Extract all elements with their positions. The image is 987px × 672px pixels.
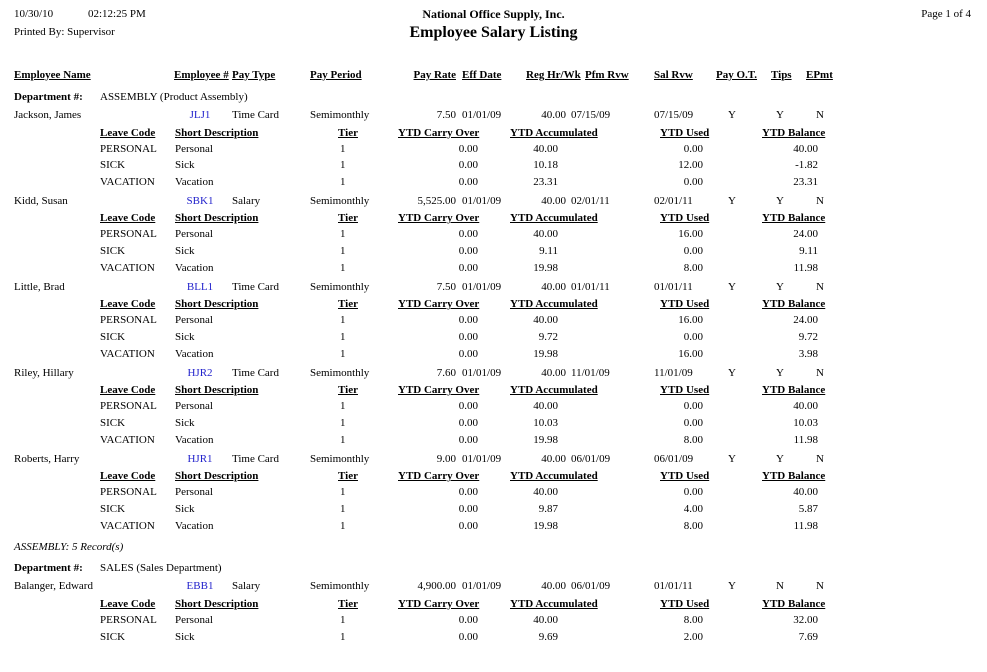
- ytd-carry-over: 0.00: [458, 613, 478, 626]
- leave-description: Vacation: [175, 176, 214, 189]
- leave-row: [0, 175, 987, 192]
- leave-code: PERSONAL: [100, 142, 157, 155]
- pfm-rvw: 07/15/09: [571, 109, 611, 121]
- sal-rvw: 01/01/11: [654, 280, 693, 293]
- reg-hr-wk: 40.00: [541, 580, 566, 593]
- ytd-balance: 40.00: [793, 142, 818, 155]
- leave-code: VACATION: [100, 347, 155, 360]
- employee-number-link[interactable]: EBB1: [186, 580, 214, 593]
- ytd-carry-over: 0.00: [458, 433, 478, 446]
- ytd-accumulated: 19.98: [533, 519, 558, 532]
- pfm-rvw: 02/01/11: [571, 194, 610, 207]
- ytd-balance-header: YTD Balance: [762, 126, 826, 139]
- printed-by: Printed By: Supervisor: [14, 26, 115, 38]
- ytd-accumulated: 40.00: [533, 228, 558, 241]
- ytd-used: 4.00: [683, 502, 703, 515]
- ytd-balance: 40.00: [793, 400, 818, 413]
- ytd-used-header: YTD Used: [660, 126, 710, 139]
- ytd-accumulated: 9.11: [539, 245, 558, 258]
- leave-code: SICK: [100, 630, 126, 643]
- ytd-used: 12.00: [678, 159, 703, 172]
- ytd-accumulated: 40.00: [533, 486, 558, 499]
- leave-header-row: [0, 468, 987, 485]
- col-header-pay-type: Pay Type: [232, 69, 276, 81]
- ytd-accumulated: 19.98: [533, 261, 558, 274]
- ytd-balance-header: YTD Balance: [762, 470, 826, 483]
- ytd-used: 16.00: [678, 314, 703, 327]
- ytd-carry-over: 0.00: [458, 400, 478, 413]
- department-row: [0, 557, 987, 577]
- ytd-accumulated: 10.18: [533, 159, 558, 172]
- department-row: [0, 86, 987, 106]
- ytd-accumulated: 40.00: [533, 613, 558, 626]
- pay-rate: 4,900.00: [417, 580, 456, 593]
- employee-row: [0, 364, 987, 383]
- pay-type: Time Card: [232, 280, 279, 293]
- leave-description: Sick: [175, 502, 195, 515]
- sal-rvw: 11/01/09: [654, 366, 693, 379]
- leave-description: Personal: [175, 142, 213, 155]
- pay-type: Salary: [232, 194, 261, 207]
- eff-date: 01/01/09: [462, 580, 502, 593]
- leave-tier: 1: [340, 245, 346, 258]
- leave-tier: 1: [340, 502, 346, 515]
- employee-number-link[interactable]: HJR2: [187, 366, 213, 379]
- leave-tier: 1: [340, 159, 346, 172]
- leave-row: [0, 630, 987, 647]
- leave-tier: 1: [340, 400, 346, 413]
- sal-rvw: 01/01/11: [654, 580, 693, 593]
- ytd-accumulated-header: YTD Accumulated: [510, 126, 598, 139]
- leave-row: [0, 485, 987, 502]
- epmt-flag: N: [816, 580, 824, 593]
- pay-ot-flag: Y: [728, 280, 736, 293]
- ytd-used: 0.00: [683, 486, 703, 499]
- leave-tier-header: Tier: [338, 597, 358, 610]
- employee-name: Roberts, Harry: [14, 452, 80, 465]
- reg-hr-wk: 40.00: [541, 452, 566, 465]
- leave-tier: 1: [340, 630, 346, 643]
- pay-period: Semimonthly: [310, 580, 370, 593]
- leave-tier: 1: [340, 347, 346, 360]
- ytd-used-header: YTD Used: [660, 384, 710, 397]
- leave-code: VACATION: [100, 176, 155, 189]
- col-header-employee-number: Employee #: [174, 69, 229, 81]
- ytd-used: 16.00: [678, 347, 703, 360]
- ytd-used: 0.00: [683, 400, 703, 413]
- leave-header-row: [0, 596, 987, 613]
- leave-description: Personal: [175, 613, 213, 626]
- leave-code: SICK: [100, 245, 126, 258]
- ytd-balance: 9.72: [798, 331, 818, 344]
- leave-tier: 1: [340, 176, 346, 189]
- leave-row: [0, 330, 987, 347]
- sal-rvw: 02/01/11: [654, 194, 693, 207]
- ytd-accumulated-header: YTD Accumulated: [510, 470, 598, 483]
- leave-tier: 1: [340, 416, 346, 429]
- ytd-carry-over: 0.00: [458, 314, 478, 327]
- tips-flag: N: [776, 580, 784, 593]
- ytd-balance: 10.03: [793, 416, 818, 429]
- ytd-accumulated: 40.00: [533, 314, 558, 327]
- leave-code: VACATION: [100, 261, 155, 274]
- ytd-balance-header: YTD Balance: [762, 298, 826, 311]
- leave-description-header: Short Description: [175, 597, 259, 610]
- leave-code-header: Leave Code: [100, 126, 156, 139]
- leave-tier-header: Tier: [338, 384, 358, 397]
- ytd-used: 0.00: [683, 176, 703, 189]
- leave-code-header: Leave Code: [100, 597, 156, 610]
- leave-description-header: Short Description: [175, 212, 259, 225]
- employee-row: [0, 577, 987, 596]
- leave-tier: 1: [340, 486, 346, 499]
- ytd-used: 0.00: [683, 245, 703, 258]
- ytd-carry-over: 0.00: [458, 228, 478, 241]
- ytd-balance: 11.98: [793, 261, 818, 274]
- pay-rate: 7.60: [436, 366, 456, 379]
- epmt-flag: N: [816, 194, 824, 207]
- ytd-used: 2.00: [683, 630, 703, 643]
- pay-rate: 9.00: [436, 452, 456, 465]
- ytd-balance: 23.31: [793, 176, 818, 189]
- ytd-used: 0.00: [683, 142, 703, 155]
- ytd-carry-over: 0.00: [458, 261, 478, 274]
- employee-name: Kidd, Susan: [14, 194, 68, 207]
- ytd-accumulated: 19.98: [533, 433, 558, 446]
- ytd-balance-header: YTD Balance: [762, 212, 826, 225]
- leave-tier-header: Tier: [338, 212, 358, 225]
- ytd-balance: 24.00: [793, 314, 818, 327]
- ytd-balance: 7.69: [798, 630, 818, 643]
- ytd-accumulated-header: YTD Accumulated: [510, 384, 598, 397]
- leave-description-header: Short Description: [175, 126, 259, 139]
- pay-rate: 7.50: [436, 280, 456, 293]
- report-title: Employee Salary Listing: [409, 24, 578, 41]
- leave-description: Personal: [175, 486, 213, 499]
- ytd-used: 8.00: [683, 433, 703, 446]
- ytd-carry-over: 0.00: [458, 245, 478, 258]
- tips-flag: Y: [776, 366, 784, 379]
- ytd-balance: 11.98: [793, 433, 818, 446]
- leave-code: VACATION: [100, 519, 155, 532]
- leave-code-header: Leave Code: [100, 212, 156, 225]
- leave-tier: 1: [340, 331, 346, 344]
- leave-row: [0, 399, 987, 416]
- sal-rvw: 07/15/09: [654, 109, 694, 121]
- leave-description: Vacation: [175, 433, 214, 446]
- ytd-accumulated-header: YTD Accumulated: [510, 597, 598, 610]
- pfm-rvw: 01/01/11: [571, 280, 610, 293]
- leave-tier: 1: [340, 519, 346, 532]
- col-header-pay-period: Pay Period: [310, 69, 362, 81]
- ytd-balance: 11.98: [793, 519, 818, 532]
- leave-header-row: [0, 382, 987, 399]
- ytd-carry-over: 0.00: [458, 630, 478, 643]
- employee-number-link[interactable]: BLL1: [186, 280, 214, 293]
- ytd-used-header: YTD Used: [660, 212, 710, 225]
- print-time: 02:12:25 PM: [88, 8, 146, 20]
- leave-description: Vacation: [175, 261, 214, 274]
- sal-rvw: 06/01/09: [654, 452, 694, 465]
- leave-row: [0, 519, 987, 536]
- ytd-carry-over: 0.00: [458, 142, 478, 155]
- leave-tier: 1: [340, 433, 346, 446]
- leave-tier-header: Tier: [338, 126, 358, 139]
- ytd-used: 0.00: [683, 331, 703, 344]
- leave-tier: 1: [340, 261, 346, 274]
- col-header-pay-ot: Pay O.T.: [716, 69, 758, 81]
- eff-date: 01/01/09: [462, 194, 502, 207]
- ytd-carry-over: 0.00: [458, 347, 478, 360]
- department-summary: ASSEMBLY: 5 Record(s): [14, 541, 124, 554]
- leave-tier: 1: [340, 613, 346, 626]
- pay-period: Semimonthly: [310, 366, 370, 379]
- leave-code: PERSONAL: [100, 314, 157, 327]
- col-header-sal-rvw: Sal Rvw: [654, 69, 693, 81]
- leave-code: VACATION: [100, 433, 155, 446]
- ytd-carry-over: 0.00: [458, 331, 478, 344]
- leave-row: [0, 261, 987, 278]
- leave-row: [0, 347, 987, 364]
- leave-tier: 1: [340, 314, 346, 327]
- leave-description: Sick: [175, 245, 195, 258]
- department-summary-row: [0, 535, 987, 557]
- leave-description: Sick: [175, 416, 195, 429]
- ytd-used-header: YTD Used: [660, 597, 710, 610]
- eff-date: 01/01/09: [462, 452, 502, 465]
- leave-row: [0, 313, 987, 330]
- leave-description: Sick: [175, 331, 195, 344]
- leave-code-header: Leave Code: [100, 470, 156, 483]
- ytd-balance: 9.11: [799, 245, 818, 258]
- employee-name: Little, Brad: [14, 280, 65, 293]
- leave-code: PERSONAL: [100, 613, 157, 626]
- ytd-accumulated: 40.00: [533, 142, 558, 155]
- leave-description: Vacation: [175, 519, 214, 532]
- leave-code: PERSONAL: [100, 400, 157, 413]
- leave-row: [0, 244, 987, 261]
- leave-row: [0, 613, 987, 630]
- ytd-carry-over: 0.00: [458, 519, 478, 532]
- ytd-accumulated: 19.98: [533, 347, 558, 360]
- leave-description: Personal: [175, 400, 213, 413]
- tips-flag: Y: [776, 280, 784, 293]
- tips-flag: Y: [776, 194, 784, 207]
- pay-rate: 5,525.00: [417, 194, 456, 207]
- ytd-used: 8.00: [683, 613, 703, 626]
- leave-row: [0, 142, 987, 159]
- leave-code: SICK: [100, 502, 126, 515]
- leave-header-row: [0, 210, 987, 227]
- employee-number-link[interactable]: JLJ1: [189, 109, 211, 121]
- pay-period: Semimonthly: [310, 109, 370, 121]
- col-header-employee-name: Employee Name: [14, 69, 91, 81]
- leave-tier-header: Tier: [338, 470, 358, 483]
- ytd-used-header: YTD Used: [660, 470, 710, 483]
- pay-ot-flag: Y: [728, 109, 736, 121]
- department-label: Department #:: [14, 91, 83, 103]
- ytd-accumulated: 10.03: [533, 416, 558, 429]
- leave-code-header: Leave Code: [100, 298, 156, 311]
- ytd-accumulated: 9.69: [538, 630, 558, 643]
- leave-description-header: Short Description: [175, 298, 259, 311]
- ytd-accumulated-header: YTD Accumulated: [510, 298, 598, 311]
- ytd-carry-over: 0.00: [458, 416, 478, 429]
- pay-type: Time Card: [232, 109, 279, 121]
- leave-row: [0, 227, 987, 244]
- leave-tier: 1: [340, 228, 346, 241]
- ytd-used: 8.00: [683, 519, 703, 532]
- tips-flag: Y: [776, 109, 784, 121]
- ytd-balance: 32.00: [793, 613, 818, 626]
- eff-date: 01/01/09: [462, 366, 502, 379]
- ytd-used: 16.00: [678, 228, 703, 241]
- ytd-carry-over-header: YTD Carry Over: [398, 597, 480, 610]
- ytd-balance-header: YTD Balance: [762, 597, 826, 610]
- ytd-accumulated: 23.31: [533, 176, 558, 189]
- ytd-carry-over-header: YTD Carry Over: [398, 298, 480, 311]
- leave-row: [0, 502, 987, 519]
- employee-row: [0, 450, 987, 469]
- reg-hr-wk: 40.00: [541, 280, 566, 293]
- employee-number-link[interactable]: SBK1: [186, 194, 214, 207]
- ytd-carry-over-header: YTD Carry Over: [398, 126, 480, 139]
- pay-ot-flag: Y: [728, 580, 736, 593]
- ytd-balance: 3.98: [798, 347, 818, 360]
- leave-row: [0, 158, 987, 175]
- column-header-row: [0, 64, 987, 86]
- pay-type: Time Card: [232, 452, 279, 465]
- col-header-pay-rate: Pay Rate: [413, 69, 456, 81]
- department-name: ASSEMBLY (Product Assembly): [100, 91, 248, 103]
- ytd-used: 8.00: [683, 261, 703, 274]
- ytd-carry-over: 0.00: [458, 486, 478, 499]
- ytd-balance: 24.00: [793, 228, 818, 241]
- leave-description: Vacation: [175, 347, 214, 360]
- ytd-carry-over: 0.00: [458, 159, 478, 172]
- col-header-reg-hr-wk: Reg Hr/Wk: [526, 69, 581, 81]
- leave-description-header: Short Description: [175, 384, 259, 397]
- col-header-eff-date: Eff Date: [462, 69, 502, 81]
- col-header-epmt: EPmt: [806, 69, 833, 81]
- ytd-carry-over-header: YTD Carry Over: [398, 212, 480, 225]
- ytd-accumulated: 40.00: [533, 400, 558, 413]
- department-label: Department #:: [14, 562, 83, 575]
- department-name: SALES (Sales Department): [100, 562, 222, 575]
- ytd-accumulated-header: YTD Accumulated: [510, 212, 598, 225]
- leave-code: PERSONAL: [100, 486, 157, 499]
- pay-ot-flag: Y: [728, 452, 736, 465]
- ytd-accumulated: 9.87: [538, 502, 558, 515]
- pfm-rvw: 11/01/09: [571, 366, 610, 379]
- leave-code-header: Leave Code: [100, 384, 156, 397]
- col-header-tips: Tips: [771, 69, 792, 81]
- epmt-flag: N: [816, 366, 824, 379]
- pay-period: Semimonthly: [310, 280, 370, 293]
- leave-code: SICK: [100, 331, 126, 344]
- ytd-carry-over-header: YTD Carry Over: [398, 470, 480, 483]
- leave-description: Sick: [175, 630, 195, 643]
- reg-hr-wk: 40.00: [541, 194, 566, 207]
- leave-row: [0, 416, 987, 433]
- ytd-balance: 40.00: [793, 486, 818, 499]
- report-content: [0, 64, 987, 647]
- epmt-flag: N: [816, 280, 824, 293]
- pay-period: Semimonthly: [310, 452, 370, 465]
- pay-type: Salary: [232, 580, 261, 593]
- eff-date: 01/01/09: [462, 280, 502, 293]
- ytd-used-header: YTD Used: [660, 298, 710, 311]
- leave-tier-header: Tier: [338, 298, 358, 311]
- leave-code: SICK: [100, 159, 126, 172]
- pay-ot-flag: Y: [728, 194, 736, 207]
- ytd-accumulated: 9.72: [538, 331, 558, 344]
- employee-name: Jackson, James: [14, 109, 82, 121]
- pfm-rvw: 06/01/09: [571, 452, 611, 465]
- ytd-balance: 5.87: [798, 502, 818, 515]
- pay-ot-flag: Y: [728, 366, 736, 379]
- ytd-balance: -1.82: [795, 159, 818, 172]
- epmt-flag: N: [816, 109, 824, 121]
- company-name: National Office Supply, Inc.: [422, 7, 565, 21]
- leave-header-row: [0, 125, 987, 142]
- employee-number-link[interactable]: HJR1: [187, 452, 213, 465]
- leave-code: SICK: [100, 416, 126, 429]
- reg-hr-wk: 40.00: [541, 366, 566, 379]
- employee-row: [0, 192, 987, 211]
- ytd-carry-over-header: YTD Carry Over: [398, 384, 480, 397]
- leave-code: PERSONAL: [100, 228, 157, 241]
- leave-tier: 1: [340, 142, 346, 155]
- pay-period: Semimonthly: [310, 194, 370, 207]
- employee-name: Balanger, Edward: [14, 580, 93, 593]
- ytd-carry-over: 0.00: [458, 502, 478, 515]
- pfm-rvw: 06/01/09: [571, 580, 611, 593]
- pay-type: Time Card: [232, 366, 279, 379]
- ytd-used: 0.00: [683, 416, 703, 429]
- leave-header-row: [0, 296, 987, 313]
- print-date: 10/30/10: [14, 8, 54, 20]
- ytd-balance-header: YTD Balance: [762, 384, 826, 397]
- page-number: Page 1 of 4: [921, 8, 971, 20]
- reg-hr-wk: 40.00: [541, 109, 566, 121]
- employee-row: [0, 106, 987, 125]
- epmt-flag: N: [816, 452, 824, 465]
- report-body: [0, 86, 987, 647]
- leave-description: Sick: [175, 159, 195, 172]
- ytd-carry-over: 0.00: [458, 176, 478, 189]
- eff-date: 01/01/09: [462, 109, 502, 121]
- tips-flag: Y: [776, 452, 784, 465]
- leave-description: Personal: [175, 228, 213, 241]
- col-header-pfm-rvw: Pfm Rvw: [585, 69, 629, 81]
- leave-row: [0, 433, 987, 450]
- leave-description: Personal: [175, 314, 213, 327]
- employee-row: [0, 278, 987, 297]
- leave-description-header: Short Description: [175, 470, 259, 483]
- employee-name: Riley, Hillary: [14, 366, 74, 379]
- pay-rate: 7.50: [436, 109, 456, 121]
